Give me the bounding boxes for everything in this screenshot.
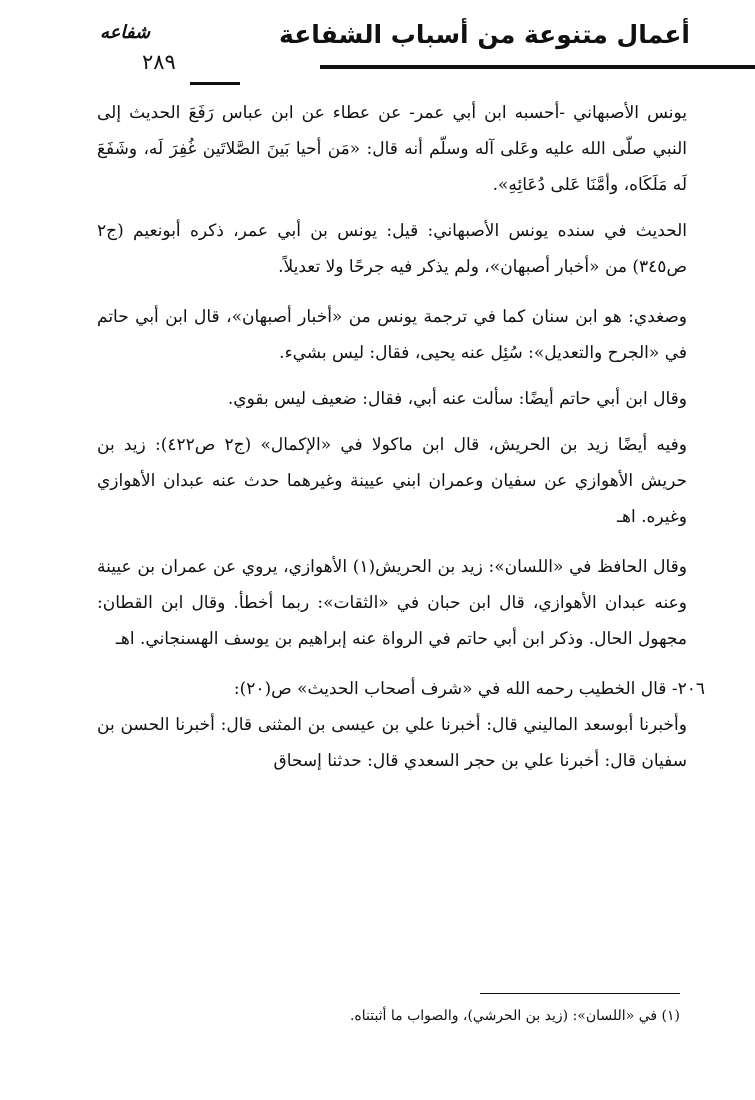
page-number-rule bbox=[190, 82, 240, 85]
paragraph-numbered-206: ٢٠٦- قال الخطيب رحمه الله في «شرف أصحاب الحديث» ص(٢٠): bbox=[233, 679, 705, 699]
header-rule bbox=[320, 65, 755, 69]
page-header bbox=[90, 20, 690, 76]
paragraph-sughdi: وصغدي: هو ابن سنان كما في ترجمة يونس من «أخبار أصبهان»، قال ابن أبي حاتم في «الجرح والتعديل»: سُئِل عنه يحيى، فقال: ليس بشيء. bbox=[97, 307, 687, 363]
body-text bbox=[97, 95, 705, 779]
footnote: (١) في «اللسان»: (زيد بن الحرشي)، والصواب ما أثبتناه. bbox=[349, 1008, 680, 1024]
paragraph-isnad: وأخبرنا أبوسعد الماليني قال: أخبرنا علي بن عيسى بن المثنى قال: أخبرنا الحسن بن سفيان قال: أخبرنا علي بن حجر السعدي قال: حدثنا إسحاق bbox=[97, 715, 687, 771]
paragraph-abu-hatim: وقال ابن أبي حاتم أيضًا: سألت عنه أبي، فقال: ضعيف ليس بقوي. bbox=[227, 389, 687, 409]
footnote-rule bbox=[480, 993, 680, 994]
paragraph-hadith-text: يونس الأصبهاني -أحسبه ابن أبي عمر- عن عطاء عن ابن عباس رَفَعَ الحديث إلى النبي صلّى الله عليه وعَلى آله وسلّم أنه قال: «مَن أحيا بَينَ الصَّلاتَين غُفِرَ لَه، وشَفَعَ لَه مَلَكَاه، وأمَّنَا عَلى دُعَائِهِ». bbox=[97, 103, 687, 195]
paragraph-zayd-ikmal: وفيه أيضًا زيد بن الحريش، قال ابن ماكولا في «الإكمال» (ج٢ ص٤٢٢): زيد بن حريش الأهوازي عن سفيان وعمران ابني عيينة وغيرهما حدث عنه عبدان الأهوازي وغيره. اهـ bbox=[97, 435, 687, 527]
series-logo: شفاعه bbox=[100, 22, 151, 43]
paragraph-lisan: وقال الحافظ في «اللسان»: زيد بن الحريش(١) الأهوازي، يروي عن عمران بن عيينة وعنه عبدان الأهوازي، قال ابن حبان في «الثقات»: ربما أخطأ. وقال ابن القطان: مجهول الحال. وذكر ابن أبي حاتم في الرواة عنه إبراهيم بن يوسف الهسنجاني. اهـ bbox=[97, 557, 687, 649]
running-title: أعمال متنوعة من أسباب الشفاعة bbox=[279, 20, 690, 49]
page-number: ٢٨٩ bbox=[142, 50, 176, 74]
paragraph-sanad-note: الحديث في سنده يونس الأصبهاني: قيل: يونس بن أبي عمر، ذكره أبونعيم (ج٢ ص٣٤٥) من «أخبار أصبهان»، ولم يذكر فيه جرحًا ولا تعديلاً. bbox=[97, 221, 687, 277]
